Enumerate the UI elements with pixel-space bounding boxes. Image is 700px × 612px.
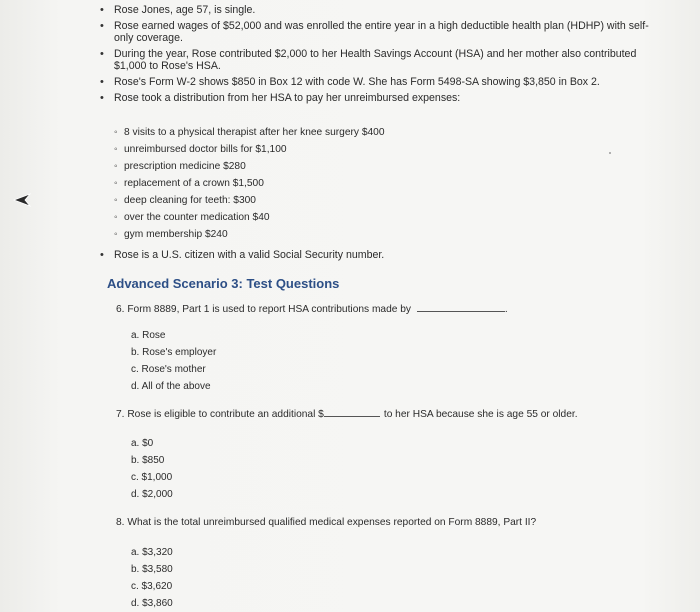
expense-item: ◦ unreimbursed doctor bills for $1,100 [114,141,384,158]
expense-item: ◦ prescription medicine $280 [114,158,384,175]
question-8 [116,516,536,529]
question-8-text: 8. What is the total unreimbursed qualified medical expenses reported on Form 8889, Part II? [116,517,537,528]
question-6-option-d[interactable]: d. All of the above [131,381,211,392]
question-6-blank[interactable] [417,302,505,312]
scenario-bullet: • Rose took a distribution from her HSA to pay her unreimbursed expenses: [100,92,660,104]
question-6-text: 6. Form 8889, Part 1 is used to report HSA contributions made by [116,304,412,315]
question-6-option-a[interactable]: a. Rose [131,330,166,341]
mouse-pointer-icon [12,192,32,208]
expense-item: ◦ replacement of a crown $1,500 [114,175,384,192]
section-title: Advanced Scenario 3: Test Questions [107,276,340,291]
scenario-bullet: • During the year, Rose contributed $2,000 to her Health Savings Account (HSA) and her mother also contributed $1,000 to Rose's HSA. [100,48,660,72]
question-6-option-b[interactable]: b. Rose's employer [131,347,217,358]
question-6-suffix: . [504,304,508,315]
question-7 [116,407,578,421]
scenario-bullet-citizenship: • Rose is a U.S. citizen with a valid Social Security number. [100,249,660,261]
question-8-option-d[interactable]: d. $3,860 [131,598,173,609]
question-7-option-d[interactable]: d. $2,000 [131,489,173,500]
expense-list [114,124,384,243]
question-7-option-b[interactable]: b. $850 [131,455,165,466]
expense-item: ◦ gym membership $240 [114,226,384,243]
question-6-option-c[interactable]: c. Rose's mother [131,364,206,375]
question-6-options [131,327,216,395]
expense-item: ◦ 8 visits to a physical therapist after her knee surgery $400 [114,124,384,141]
question-8-option-b[interactable]: b. $3,580 [131,564,173,575]
question-7-text: 7. Rose is eligible to contribute an additional $ [116,409,324,420]
question-7-option-a[interactable]: a. $0 [131,438,154,449]
dust-speck [609,152,611,154]
question-7-suffix: to her HSA because she is age 55 or older. [383,409,578,420]
expense-item: ◦ over the counter medication $40 [114,209,384,226]
question-8-option-c[interactable]: c. $3,620 [131,581,173,592]
scenario-bullet-list [100,4,660,108]
scenario-bullet: • Rose earned wages of $52,000 and was enrolled the entire year in a high deductible health plan (HDHP) with self-only coverage. [100,20,660,44]
question-7-option-c[interactable]: c. $1,000 [131,472,173,483]
expense-item: ◦ deep cleaning for teeth: $300 [114,192,384,209]
question-8-option-a[interactable]: a. $3,320 [131,547,173,558]
question-8-options [131,544,173,612]
question-6 [116,302,508,316]
question-7-blank[interactable] [324,407,380,417]
scenario-bullet: • Rose Jones, age 57, is single. [100,4,660,16]
question-7-options [131,435,173,503]
scenario-bullet: • Rose's Form W-2 shows $850 in Box 12 with code W. She has Form 5498-SA showing $3,850 in Box 2. [100,76,660,88]
